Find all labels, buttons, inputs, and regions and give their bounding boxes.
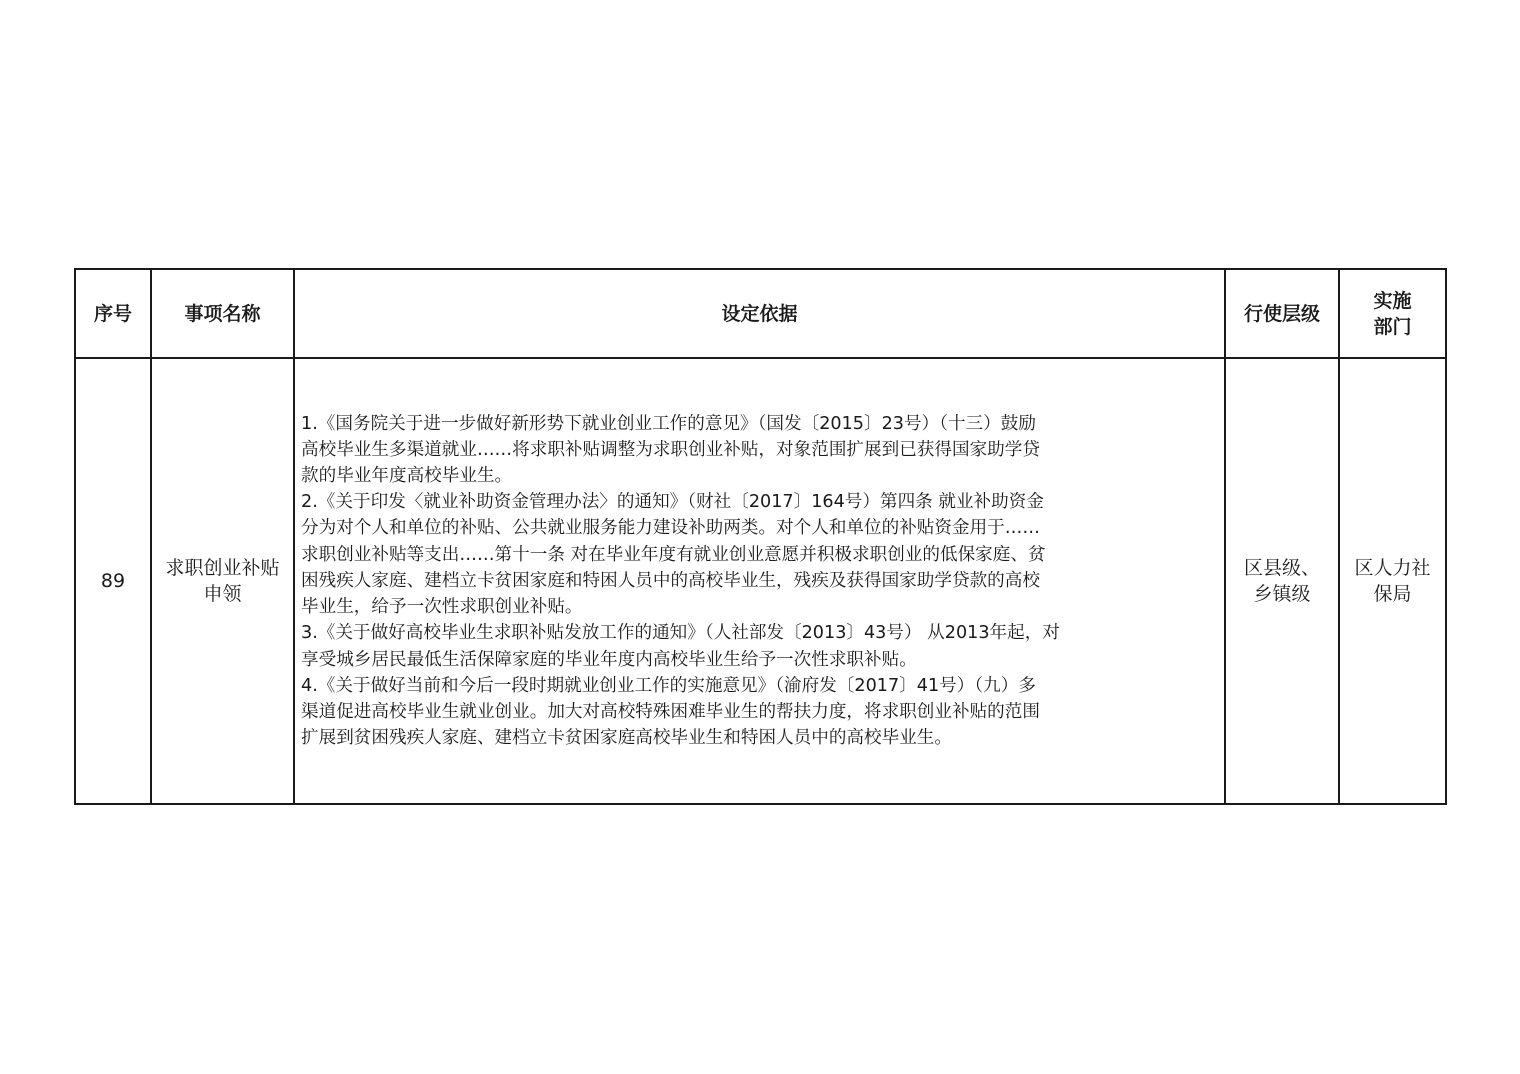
table-row bbox=[75, 358, 1446, 804]
basis-line: 4.《关于做好当前和今后一段时期就业创业工作的实施意见》（渝府发〔2017〕41号）（九）多 bbox=[301, 675, 1036, 696]
basis-line: 款的毕业年度高校毕业生。 bbox=[301, 466, 513, 487]
cell-legal-basis bbox=[294, 358, 1225, 804]
cell-exercise-level bbox=[1225, 358, 1339, 804]
dept-line-2: 保局 bbox=[1373, 583, 1412, 605]
basis-line: 渠道促进高校毕业生就业创业。加大对高校特殊困难毕业生的帮扶力度，将求职创业补贴的范围 bbox=[301, 701, 1040, 722]
header-serial-number: 序号 bbox=[75, 269, 151, 358]
basis-line: 求职创业补贴等支出……第十一条 对在毕业年度有就业创业意愿并积极求职创业的低保家庭、贫 bbox=[301, 544, 1046, 565]
item-name-line-2: 申领 bbox=[203, 583, 242, 605]
basis-line: 毕业生，给予一次性求职创业补贴。 bbox=[301, 597, 583, 618]
item-name-line-1: 求职创业补贴 bbox=[165, 557, 280, 579]
level-line-1: 区县级、 bbox=[1243, 557, 1320, 579]
header-legal-basis: 设定依据 bbox=[294, 269, 1225, 358]
table-body bbox=[75, 358, 1446, 804]
basis-line: 享受城乡居民最低生活保障家庭的毕业年度内高校毕业生给予一次性求职补贴。 bbox=[301, 649, 917, 670]
basis-line: 分为对个人和单位的补贴、公共就业服务能力建设补助两类。对个人和单位的补贴资金用于…… bbox=[301, 518, 1040, 539]
basis-line: 1.《国务院关于进一步做好新形势下就业创业工作的意见》（国发〔2015〕23号）（十三）鼓励 bbox=[301, 413, 1036, 434]
header-exercise-level: 行使层级 bbox=[1225, 269, 1339, 358]
cell-implementing-dept bbox=[1339, 358, 1446, 804]
basis-line: 3.《关于做好高校毕业生求职补贴发放工作的通知》（人社部发〔2013〕43号） 从2013年起，对 bbox=[301, 623, 1060, 644]
basis-line: 困残疾人家庭、建档立卡贫困家庭和特困人员中的高校毕业生，残疾及获得国家助学贷款的高校 bbox=[301, 570, 1040, 591]
cell-item-name bbox=[151, 358, 294, 804]
dept-line-1: 区人力社 bbox=[1354, 557, 1431, 579]
header-dept-line-2: 部门 bbox=[1373, 315, 1412, 338]
basis-line: 2.《关于印发〈就业补助资金管理办法〉的通知》（财社〔2017〕164号）第四条 就业补助资金 bbox=[301, 492, 1044, 513]
header-item-name: 事项名称 bbox=[151, 269, 294, 358]
table-header bbox=[75, 269, 1446, 358]
basis-line: 高校毕业生多渠道就业……将求职补贴调整为求职创业补贴，对象范围扩展到已获得国家助学贷 bbox=[301, 439, 1040, 460]
basis-line: 扩展到贫困残疾人家庭、建档立卡贫困家庭高校毕业生和特困人员中的高校毕业生。 bbox=[301, 728, 952, 749]
header-implementing-dept bbox=[1339, 269, 1446, 358]
level-line-2: 乡镇级 bbox=[1253, 583, 1311, 605]
header-dept-line-1: 实施 bbox=[1373, 289, 1412, 312]
cell-serial-number: 89 bbox=[75, 358, 151, 804]
header-row bbox=[75, 269, 1446, 358]
items-table bbox=[74, 268, 1447, 805]
